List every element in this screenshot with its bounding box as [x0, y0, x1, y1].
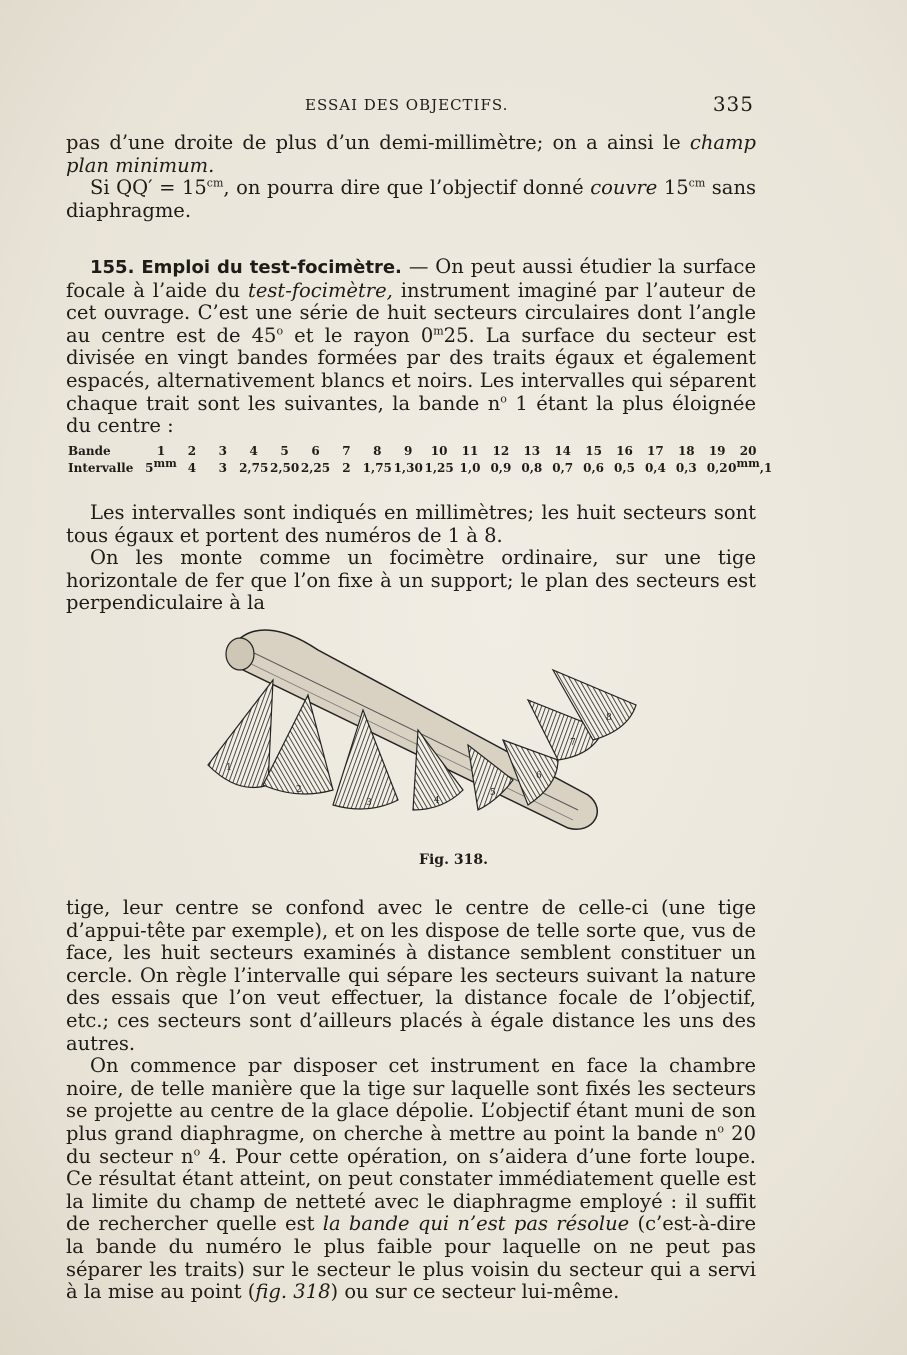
table-cell-intervalle: 0,7 — [552, 461, 574, 475]
table-cell-bande: 1 — [156, 444, 166, 458]
figure-caption: Fig. 318. — [419, 852, 488, 868]
table-cell-bande: 2 — [187, 444, 197, 458]
row-label-bande: Bande — [68, 444, 111, 458]
running-head — [60, 92, 760, 120]
table-cell-bande: 8 — [373, 444, 382, 458]
table-cell-bande: 12 — [492, 444, 510, 458]
paragraph-champ-plan: pas d’une droite de plus d’un demi-millimètre; on a ainsi le champ plan minimum. — [66, 131, 756, 177]
table-cell-bande: 6 — [311, 444, 320, 458]
sector-label: 3 — [366, 798, 372, 808]
table-row-intervalle — [66, 457, 773, 479]
text-block-top — [66, 132, 756, 222]
page-number: 335 — [712, 92, 754, 116]
sector-label: 2 — [296, 785, 302, 795]
table-cell-bande: 7 — [342, 444, 351, 458]
table-cell-intervalle: 0,4 — [644, 461, 666, 475]
table-cell-intervalle: 0,6 — [583, 461, 605, 475]
text-block-bottom — [66, 897, 756, 1304]
table-cell-intervalle: 1,75 — [362, 461, 392, 475]
table-cell-bande: 4 — [249, 444, 258, 458]
table-cell-bande: 17 — [647, 444, 664, 458]
interval-table — [66, 440, 773, 480]
table-cell-intervalle: 1,30 — [393, 461, 423, 475]
sector-label: 4 — [434, 796, 440, 806]
table-cell-intervalle: 1,25 — [424, 461, 454, 475]
paragraph-montage: On les monte comme un focimètre ordinaire, sur une tige horizontale de fer que l’on fixe à un support; le plan des secteurs est perpendiculaire à la — [66, 546, 756, 615]
sector-label: 7 — [570, 738, 576, 748]
table-cell-intervalle: 0,8 — [521, 461, 543, 475]
paragraph-procedure: On commence par disposer cet instrument en face la chambre noire, de telle manière que la tige sur laquelle sont fixés les secteurs se projette au centre de la glace dépolie. L’objectif étant muni de son plus grand diaphragme, on cherche à mettre au point la bande $n^o$ 20 du secteur $n^o$ 4. Pour cette opération, on s’aidera d’une forte loupe. Ce résultat étant atteint, on peut constater immédiatement quelle est la limite du champ de netteté avec le diaphragme employé : il suffit de rechercher quelle est la bande qui n’est pas résolue (c’est-à-dire la bande du numéro le plus faible pour laquelle on ne peut pas séparer les traits) sur le secteur le plus voisin du secteur qui a servi à la mise au point (fig. 318) ou sur ce secteur lui-même. — [66, 1054, 756, 1304]
table-cell-bande: 11 — [461, 444, 479, 458]
paragraph-section-155: 155. Emploi du test-focimètre. — On peut aussi étudier la surface focale à l’aide du test-focimètre, instrument imaginé par l’auteur de cet ouvrage. C’est une série de huit secteurs circulaires dont l’angle au centre est de 45$^o$ et le rayon 0$^m$25. La surface du secteur est divisée en vingt bandes formées par des traits égaux et également espacés, alternativement blancs et noirs. Les intervalles qui séparent chaque trait sont les suivantes, la bande $n^o$ 1 étant la plus éloignée du centre : — [66, 255, 757, 438]
table-cell-bande: 20 — [739, 444, 757, 458]
table-cell-intervalle: 0,9 — [490, 461, 512, 475]
sector-label: 8 — [606, 713, 612, 723]
sector-label: 1 — [226, 763, 232, 773]
table-cell-intervalle: 2,25 — [300, 461, 331, 475]
table-cell-intervalle: 1,0 — [459, 461, 481, 475]
running-title: ESSAI DES OBJECTIFS. — [305, 96, 509, 114]
rod — [226, 630, 597, 829]
text-block-section-155 — [66, 256, 756, 438]
table-cell-intervalle: 4 — [187, 461, 197, 475]
table-cell-bande: 18 — [677, 444, 695, 458]
table-cell-bande: 14 — [554, 444, 572, 458]
paragraph-couvre: Si $QQ' = 15^{cm}$, on pourra dire que l’objectif donné couvre $15^{cm}$ sans diaphragme. — [66, 176, 757, 222]
paragraph-intervalles: Les intervalles sont indiqués en millimètres; les huit secteurs sont tous égaux et portent des numéros de 1 à 8. — [66, 501, 756, 547]
text-block-middle — [66, 502, 756, 615]
table-cell-bande: 9 — [404, 444, 413, 458]
table-cell-bande: 5 — [280, 444, 289, 458]
section-number: 155. — [90, 257, 135, 278]
table-cell-intervalle: 2,50 — [269, 461, 300, 475]
table-cell-bande: 3 — [218, 444, 227, 458]
sector-label: 6 — [536, 771, 542, 781]
table-cell-intervalle: 0,3 — [675, 461, 697, 475]
table-cell-bande: 19 — [708, 444, 726, 458]
table-cell-intervalle: 3 — [218, 461, 227, 475]
table-cell-intervalle: $0^{mm},1$ — [728, 457, 773, 475]
section-title: Emploi du test-focimètre. — [141, 257, 402, 278]
sector-label: 5 — [490, 788, 496, 798]
table-cell-intervalle: $5^{mm}$ — [145, 457, 177, 475]
paragraph-tige: tige, leur centre se confond avec le centre de celle-ci (une tige d’appui-tête par exemple), et on les dispose de telle sorte que, vus de face, les huit secteurs examinés à distance semblent constituer un cercle. On règle l’intervalle qui sépare les secteurs suivant la nature des essais que l’on veut effectuer, la distance focale de l’objectif, etc.; ces secteurs sont d’ailleurs placés à égale distance les uns des autres. — [66, 896, 756, 1055]
table-cell-bande: 10 — [430, 444, 448, 458]
table-cell-intervalle: 0,5 — [614, 461, 635, 475]
table-cell-bande: 15 — [585, 444, 602, 458]
table-cell-intervalle: 2,75 — [239, 461, 269, 475]
table-cell-intervalle: 2 — [342, 461, 351, 475]
table-cell-bande: 16 — [616, 444, 633, 458]
figure-318-illustration — [198, 620, 648, 840]
row-label-intervalle: Intervalle — [68, 461, 134, 475]
table-cell-intervalle: 0,2 — [706, 461, 728, 475]
table-cell-bande: 13 — [523, 444, 541, 458]
